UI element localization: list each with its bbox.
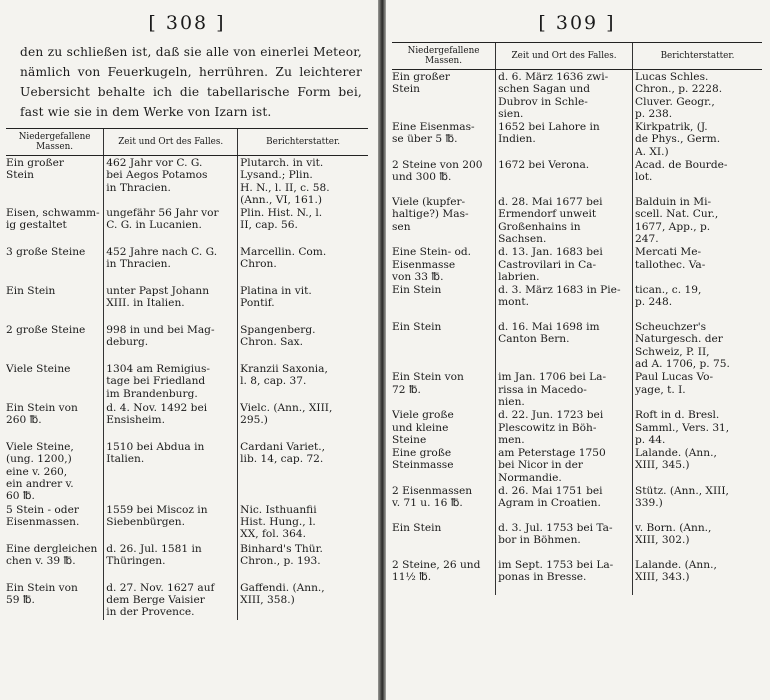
table-row (392, 521, 762, 558)
mass-cell: 5 Stein - oder Eisenmassen. (6, 503, 80, 528)
table-row (6, 581, 368, 620)
mass-cell: 3 große Steine (6, 246, 86, 259)
table-row (6, 206, 368, 245)
reporter-cell: Scheuchzer's Naturgesch. der Schweiz, P. II, ad A. 1706, p. 75. (632, 320, 762, 370)
time-place-cell: d. 6. März 1636 zwi- schen Sagan und Dubrov in Schle- sien. (496, 70, 633, 121)
column-header-time-place: Zeit und Ort des Falles. (496, 43, 633, 70)
time-place-cell: d. 26. Mai 1751 bei Agram in Croatien. (496, 484, 633, 521)
mass-cell: Viele Steine, (ung. 1200,) eine v. 260, ein andrer v. 60 ℔. (6, 441, 74, 503)
table-row (392, 195, 762, 245)
time-place-cell: d. 16. Mai 1698 im Canton Bern. (496, 320, 633, 370)
time-place-cell: unter Papst Johann XIII. in Italien. (104, 284, 238, 323)
mass-cell: Eine dergleichen chen v. 39 ℔. (6, 542, 98, 567)
right-page (386, 0, 770, 700)
table-row (392, 484, 762, 521)
reporter-cell: Platina in vit. Pontif. (238, 284, 368, 323)
column-header-time-place: Zeit und Ort des Falles. (104, 129, 238, 156)
reporter-cell: Lalande. (Ann., XIII, 345.) (632, 446, 762, 484)
table-row (392, 245, 762, 283)
table-row (6, 284, 368, 323)
reporter-cell: Acad. de Bourde- lot. (632, 158, 762, 195)
reporter-cell: Marcellin. Com. Chron. (238, 245, 368, 284)
meteorite-table (392, 42, 762, 595)
table-row (392, 446, 762, 484)
time-place-cell: 1672 bei Verona. (496, 158, 633, 195)
table-row (392, 283, 762, 320)
reporter-cell: Lalande. (Ann., XIII, 343.) (632, 558, 762, 595)
reporter-cell: Spangenberg. Chron. Sax. (238, 323, 368, 362)
mass-cell: Viele große und kleine Steine (392, 409, 454, 446)
table-row (6, 401, 368, 440)
reporter-cell: Balduin in Mi- scell. Nat. Cur., 1677, App., p. 247. (632, 195, 762, 245)
column-header-mass: Niedergefallene Massen. (6, 129, 104, 156)
reporter-cell: Binhard's Thür. Chron., p. 193. (238, 542, 368, 581)
reporter-cell: Cardani Variet., lib. 14, cap. 72. (238, 440, 368, 502)
reporter-cell: Nic. Isthuanfii Hist. Hung., l. XX, fol. 364. (238, 503, 368, 542)
meteorite-table (6, 128, 368, 620)
page-number: [ 309 ] (538, 12, 616, 34)
reporter-cell: Plutarch. in vit. Lysand.; Plin. H. N., l. II, c. 58. (Ann., VI, 161.) (238, 156, 368, 207)
mass-cell: Ein großer Stein (392, 71, 450, 96)
time-place-cell: d. 27. Nov. 1627 auf dem Berge Vaisier in der Provence. (104, 581, 238, 620)
mass-cell: Ein großer Stein (6, 157, 64, 182)
reporter-cell: Kirkpatrik, (J. de Phys., Germ. A. XI.) (632, 120, 762, 158)
reporter-cell: Plin. Hist. N., l. II, cap. 56. (238, 206, 368, 245)
mass-cell: Viele Steine (6, 363, 71, 376)
mass-cell: Ein Stein (392, 321, 442, 334)
table-row (6, 440, 368, 502)
time-place-cell: im Sept. 1753 bei La- ponas in Bresse. (496, 558, 633, 595)
table-row (392, 558, 762, 595)
table-header-row (392, 43, 762, 70)
mass-cell: 2 Eisenmassen v. 71 u. 16 ℔. (392, 485, 473, 510)
table-row (6, 362, 368, 401)
table-row (6, 245, 368, 284)
table-row (392, 370, 762, 408)
time-place-cell: d. 26. Jul. 1581 in Thüringen. (104, 542, 238, 581)
mass-cell: Eine große Steinmasse (392, 447, 454, 472)
time-place-cell: d. 3. Jul. 1753 bei Ta- bor in Böhmen. (496, 521, 633, 558)
reporter-cell: Vielc. (Ann., XIII, 295.) (238, 401, 368, 440)
table-row (6, 323, 368, 362)
time-place-cell: d. 3. März 1683 in Pie- mont. (496, 283, 633, 320)
time-place-cell: 1559 bei Miscoz in Siebenbürgen. (104, 503, 238, 542)
time-place-cell: d. 22. Jun. 1723 bei Plescowitz in Böh- men. (496, 408, 633, 446)
reporter-cell: Lucas Schles. Chron., p. 2228. Cluver. Geogr., p. 238. (632, 70, 762, 121)
reporter-cell: Stütz. (Ann., XIII, 339.) (632, 484, 762, 521)
time-place-cell: 1652 bei Lahore in Indien. (496, 120, 633, 158)
table-header-row (6, 129, 368, 156)
mass-cell: 2 Steine, 26 und 11½ ℔. (392, 559, 481, 584)
time-place-cell: 998 in und bei Mag- deburg. (104, 323, 238, 362)
table-row (6, 156, 368, 207)
table-row (392, 408, 762, 446)
time-place-cell: im Jan. 1706 bei La- rissa in Macedo- nien. (496, 370, 633, 408)
time-place-cell: ungefähr 56 Jahr vor C. G. in Lucanien. (104, 206, 238, 245)
reporter-cell: Mercati Me- tallothec. Va- (632, 245, 762, 283)
reporter-cell: v. Born. (Ann., XIII, 302.) (632, 521, 762, 558)
mass-cell: Ein Stein von 260 ℔. (6, 402, 78, 427)
page-number: [ 308 ] (148, 12, 226, 34)
table-row (6, 503, 368, 542)
mass-cell: Ein Stein (392, 284, 442, 297)
time-place-cell: d. 13. Jan. 1683 bei Castrovilari in Ca- labrien. (496, 245, 633, 283)
table-row (6, 542, 368, 581)
table-row (392, 320, 762, 370)
mass-cell: Ein Stein (6, 285, 56, 298)
column-header-reporter: Berichterstatter. (632, 43, 762, 70)
table-row (392, 158, 762, 195)
mass-cell: Viele (kupfer- haltige?) Mas- sen (392, 196, 469, 233)
time-place-cell: 1304 am Remigius- tage bei Friedland im Brandenburg. (104, 362, 238, 401)
mass-cell: 2 große Steine (6, 324, 86, 337)
time-place-cell: 462 Jahr vor C. G. bei Aegos Potamos in Thracien. (104, 156, 238, 207)
mass-cell: 2 Steine von 200 und 300 ℔. (392, 159, 483, 184)
time-place-cell: d. 4. Nov. 1492 bei Ensisheim. (104, 401, 238, 440)
reporter-cell: tican., c. 19, p. 248. (632, 283, 762, 320)
mass-cell: Ein Stein (392, 522, 442, 535)
time-place-cell: d. 28. Mai 1677 bei Ermendorf unweit Großenhains in Sachsen. (496, 195, 633, 245)
time-place-cell: 1510 bei Abdua in Italien. (104, 440, 238, 502)
reporter-cell: Gaffendi. (Ann., XIII, 358.) (238, 581, 368, 620)
reporter-cell: Kranzii Saxonia, l. 8, cap. 37. (238, 362, 368, 401)
intro-paragraph: den zu schließen ist, daß sie alle von einerlei Meteor, nämlich von Feuerkugeln, herrühren. Zu leichterer Uebersicht behalte ich die tabellarische Form bei, fast wie sie in dem Werke von Izarn ist. (20, 45, 362, 119)
reporter-cell: Paul Lucas Vo- yage, t. I. (632, 370, 762, 408)
column-header-mass: Niedergefallene Massen. (392, 43, 496, 70)
table-row (392, 70, 762, 121)
mass-cell: Ein Stein von 72 ℔. (392, 371, 464, 396)
mass-cell: Ein Stein von 59 ℔. (6, 581, 78, 606)
time-place-cell: am Peterstage 1750 bei Nicor in der Normandie. (496, 446, 633, 484)
left-page (0, 0, 378, 700)
table-row (392, 120, 762, 158)
column-header-reporter: Berichterstatter. (238, 129, 368, 156)
mass-cell: Eisen, schwamm- ig gestaltet (6, 207, 100, 232)
book-gutter (378, 0, 386, 700)
time-place-cell: 452 Jahre nach C. G. in Thracien. (104, 245, 238, 284)
reporter-cell: Roft in d. Bresl. Samml., Vers. 31, p. 44. (632, 408, 762, 446)
mass-cell: Eine Stein- od. Eisenmasse von 33 ℔. (392, 246, 472, 283)
mass-cell: Eine Eisenmas- se über 5 ℔. (392, 121, 475, 146)
